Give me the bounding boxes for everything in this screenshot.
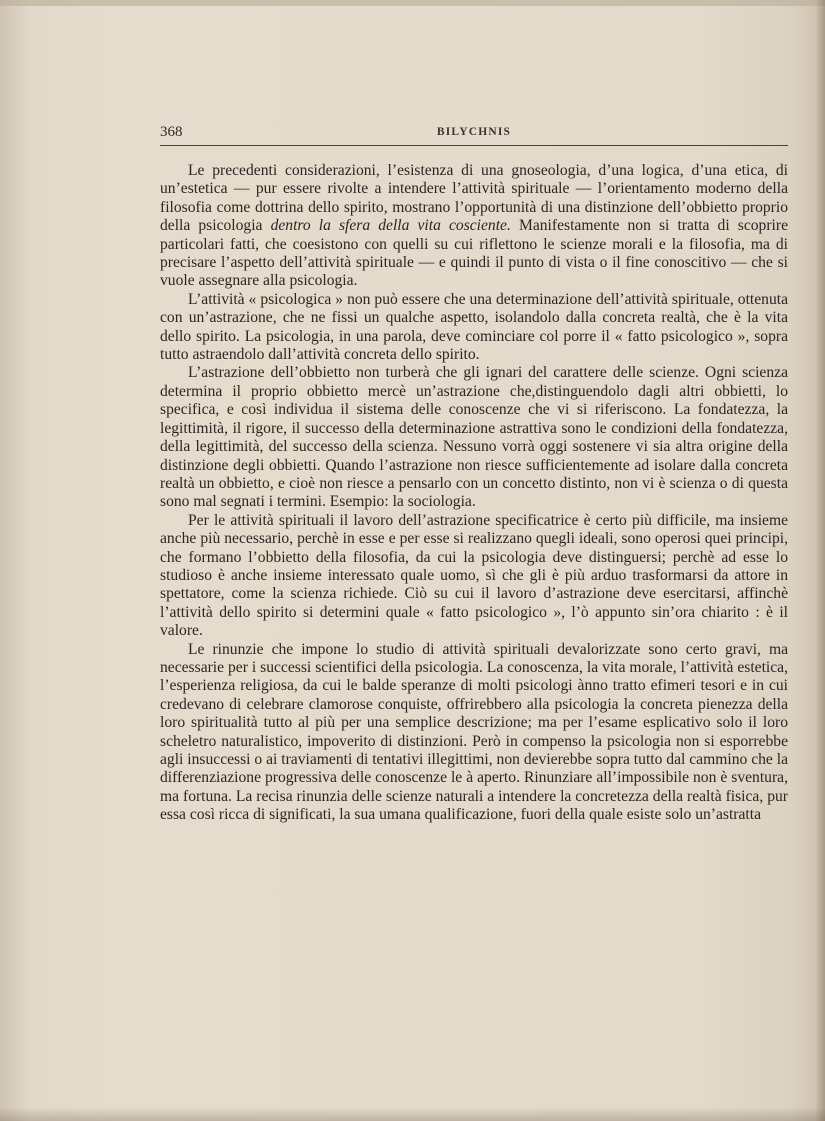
running-head: BILYCHNIS [436, 126, 512, 138]
paragraph-4: Per le attività spirituali il lavoro dell’astrazione specificatrice è certo più difficile, ma insieme anche più necessario, perchè in esse e per esse si realizzano quegli ideali, sono operosi quei principi, che formano l’obbietto della filosofia, da cui la psicologia deve distinguersi; perchè ad esse lo studioso è anche insieme interessato quale uomo, sì che gli è più arduo trasformarsi da attore in spettatore, come la scienza richiede. Ciò su cui il lavoro d’astrazione deve esercitarsi, affinchè l’attività dello spirito si determini quale « fatto psicologico », l’ò appunto sin’ora chiarito : è il valore. [160, 511, 788, 640]
paragraph-1-text-b: Manifestamente non si tratta di scoprire particolari fatti, che coesistono con quelli su cui riflettono le scienze morali e la filosofia, ma di precisare l’aspetto dell’attività spirituale — e quindi il punto di vista o il fine conoscitivo — che si vuole assegnare alla psicologia. [160, 217, 788, 290]
paragraph-1 [160, 162, 788, 291]
paragraph-5: Le rinunzie che impone lo studio di attività spirituali devalorizzate sono certo gravi, ma necessarie per i successi scientifici della psicologia. La conoscenza, la vita morale, l’attività estetica, l’esperienza religiosa, da cui le balde speranze di molti psicologi ànno tratto efimeri tesori e in cui credevano di celebrare clamorose conquiste, offrirebbero alla psicologia la concreta pienezza della loro spiritualità tutto al più per una semplice descrizione; ma per l’esame esplicativo solo il loro scheletro naturalistico, impoverito di distinzioni. Però in compenso la psicologia non si esporrebbe agli insuccessi o ai traviamenti di tentativi illegittimi, non devierebbe sopra tutto dal cammino che la differenziazione progressiva delle conoscenze le à aperto. Rinunziare all’impossibile non è sventura, ma fortuna. La recisa rinunzia delle scienze naturali a intendere la concretezza della realtà fisica, pur essa così ricca di significati, la sua umana qualificazione, fuori della quale esiste solo un’astratta [160, 640, 788, 824]
paragraph-2: L’attività « psicologica » non può essere che una determinazione dell’attività spirituale, ottenuta con un’astrazione, che ne fissi un qualche aspetto, isolandolo dalla concreta realtà, che è la vita dello spirito. La psicologia, in una parola, deve cominciare col porre il « fatto psicologico », sopra tutto astraendolo dall’attività concreta dello spirito. [160, 290, 788, 364]
header-rule [160, 145, 788, 146]
page-number: 368 [160, 124, 183, 140]
page-bottom-edge [0, 1107, 825, 1121]
paragraph-1-italic: dentro la sfera della vita cosciente. [270, 217, 511, 235]
page-top-edge [0, 0, 825, 6]
page-header [160, 124, 788, 146]
paragraph-3: L’astrazione dell’obbietto non turberà che gli ignari del carattere delle scienze. Ogni scienza determina il proprio obbietto mercè un’astrazione che,distinguendolo dagli altri obbietti, lo specifica, e così individua il sistema delle conoscenze che vi si riferiscono. La fondatezza, la legittimità, il rigore, il successo della determinazione astrattiva sono le condizioni della fondatezza, della legittimità, del successo della scienza. Nessuno vorrà oggi sostenere vi sia altra origine della distinzione degli obbietti. Quando l’astrazione non riesce sufficientemente ad isolare dalla concreta realtà un obbietto, e cioè non riesce a pensarlo con un concetto distinto, non vi è scienza o di questa sono mal segnati i termini. Esempio: la sociologia. [160, 364, 788, 511]
paragraph-1-text-a: Le precedenti considerazioni, l’esistenza di una gnoseologia, d’una logica, d’una etica, di un’estetica — pur essere rivolte a intendere l’attività spirituale — l’orientamento moderno della filosofia come dottrina dello spirito, mostrano l’opportunità di una distinzione dell’obbietto proprio della psicologia [160, 162, 788, 235]
body-text [160, 162, 788, 825]
page-right-edge [815, 0, 825, 1121]
